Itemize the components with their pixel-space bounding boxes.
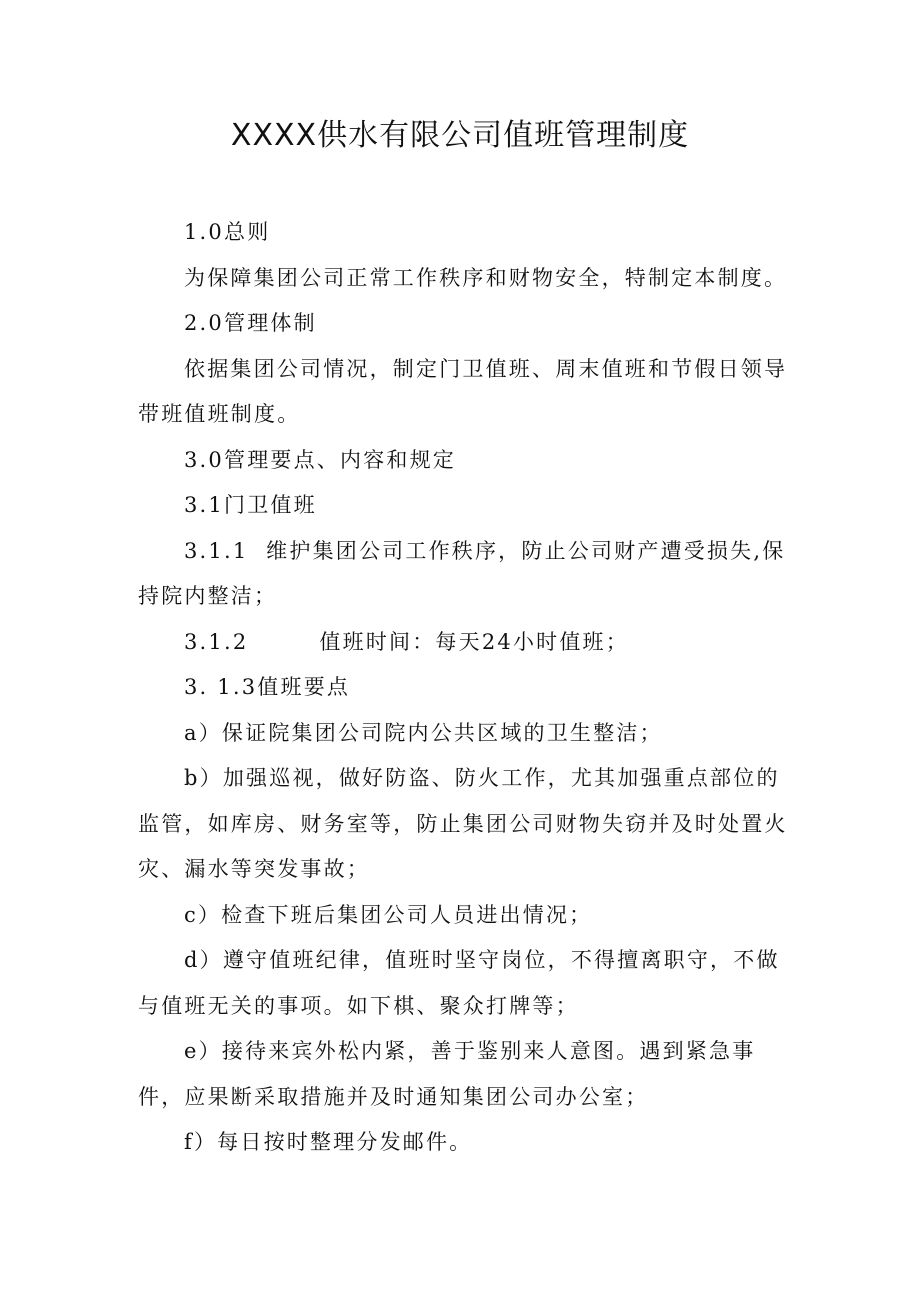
clause: 3.1.1 维护集团公司工作秩序，防止公司财产遭受损失,保持院内整洁；: [138, 538, 786, 608]
list-item: c）检查下班后集团公司人员进出情况；: [184, 902, 593, 927]
paragraph: 为保障集团公司正常工作秩序和财物安全，特制定本制度。: [184, 265, 788, 290]
document-title: XXXX供水有限公司值班管理制度: [230, 118, 690, 153]
list-item: b）加强巡视，做好防盗、防火工作，尤其加强重点部位的监管，如库房、财务室等，防止集团公司财物失窃并及时处置火灾、漏水等突发事故；: [138, 766, 788, 881]
paragraph: 依据集团公司情况，制定门卫值班、周末值班和节假日领导带班值班制度。: [138, 356, 788, 426]
list-item: e）接待来宾外松内紧，善于鉴别来人意图。遇到紧急事件，应果断采取措施并及时通知集团公司办公室；: [138, 1039, 756, 1109]
section-heading: 3.0管理要点、内容和规定: [184, 447, 456, 472]
section-heading: 1.0总则: [184, 220, 271, 244]
list-item: d）遵守值班纪律，值班时坚守岗位，不得擅离职守，不做与值班无关的事项。如下棋、聚众打牌等；: [138, 948, 780, 1018]
list-item: a）保证院集团公司院内公共区域的卫生整洁；: [184, 720, 663, 745]
section-heading: 2.0管理体制: [184, 311, 317, 335]
document-body: [138, 210, 798, 1166]
clause-heading: 3. 1.3值班要点: [184, 675, 351, 699]
clause: 3.1.2 值班时间：每天24小时值班；: [184, 629, 629, 654]
list-item: f）每日按时整理分发邮件。: [184, 1130, 473, 1154]
subsection-heading: 3.1门卫值班: [184, 493, 317, 517]
